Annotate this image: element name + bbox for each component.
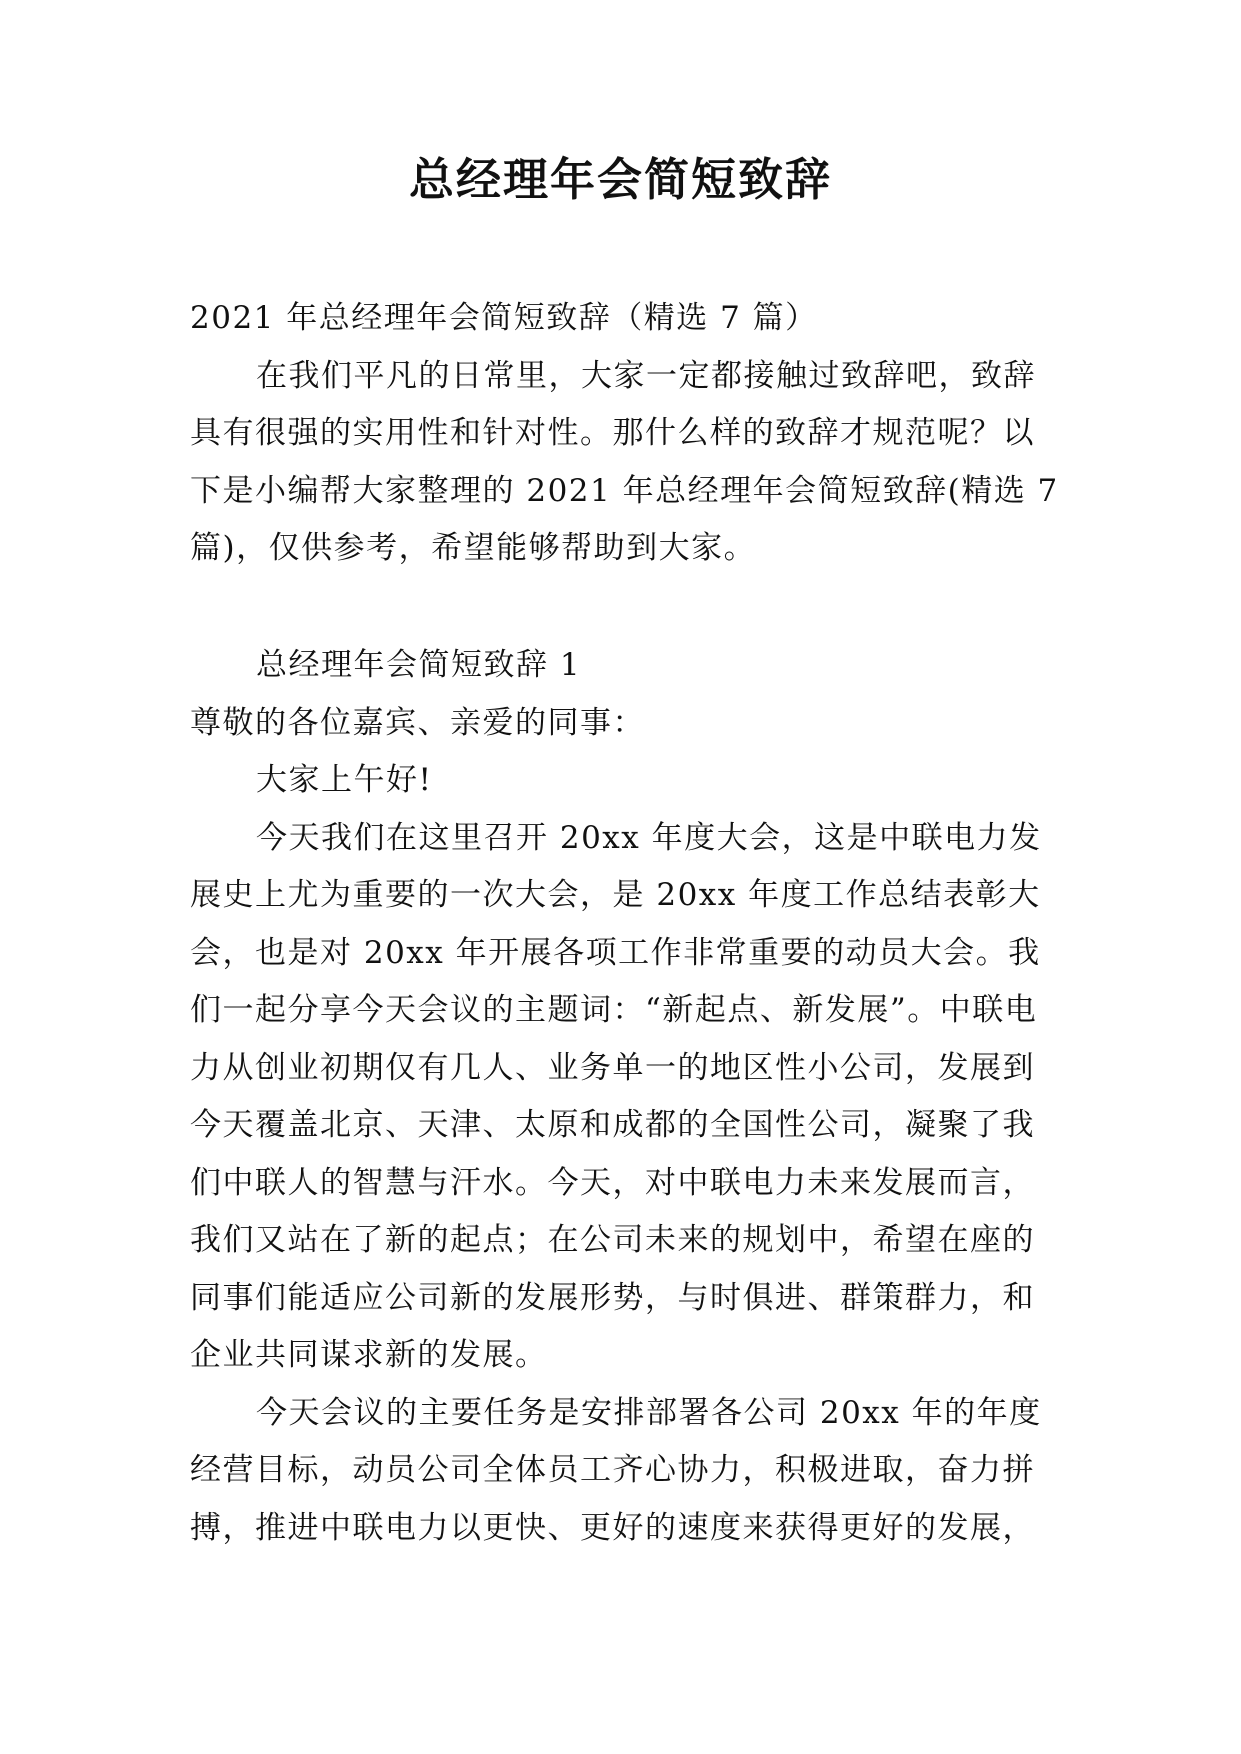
paragraph-line: 我们又站在了新的起点；在公司未来的规划中，希望在座的 [190,1222,1035,1258]
intro-line: 下是小编帮大家整理的 2021 年总经理年会简短致辞(精选 7 [190,472,1059,509]
document-subtitle: 2021 年总经理年会简短致辞（精选 7 篇） [190,300,818,336]
document-title: 总经理年会简短致辞 [408,153,832,206]
paragraph-line: 力从创业初期仅有几人、业务单一的地区性小公司，发展到 [190,1049,1035,1086]
paragraph-line: 今天会议的主要任务是安排部署各公司 20xx 年的年度 [256,1394,1042,1431]
greeting: 大家上午好! [256,762,433,798]
intro-line: 具有很强的实用性和针对性。那什么样的致辞才规范呢？以 [190,415,1035,451]
paragraph-line: 们中联人的智慧与汗水。今天，对中联电力未来发展而言， [190,1164,1035,1201]
document-body [190,290,1060,1557]
paragraph-line: 搏，推进中联电力以更快、更好的速度来获得更好的发展， [190,1509,1035,1546]
section-heading: 总经理年会简短致辞 1 [256,647,582,683]
paragraph-line: 展史上尤为重要的一次大会，是 20xx 年度工作总结表彰大 [190,877,1041,913]
paragraph-line: 会，也是对 20xx 年开展各项工作非常重要的动员大会。我 [190,934,1041,971]
intro-line: 在我们平凡的日常里，大家一定都接触过致辞吧，致辞 [256,357,1036,394]
blank-line [190,578,1060,636]
paragraph-line: 今天我们在这里召开 20xx 年度大会，这是中联电力发 [256,819,1042,856]
salutation: 尊敬的各位嘉宾、亲爱的同事： [190,704,645,741]
intro-line: 篇)，仅供参考，希望能够帮助到大家。 [190,530,757,566]
paragraph-line: 经营目标，动员公司全体员工齐心协力，积极进取，奋力拼 [190,1452,1035,1488]
paragraph-line: 们一起分享今天会议的主题词：“新起点、新发展”。中联电 [190,992,1038,1028]
paragraph-line: 同事们能适应公司新的发展形势，与时俱进、群策群力，和 [190,1279,1035,1316]
paragraph-line: 今天覆盖北京、天津、太原和成都的全国性公司，凝聚了我 [190,1107,1035,1143]
paragraph-line: 企业共同谋求新的发展。 [190,1337,548,1373]
